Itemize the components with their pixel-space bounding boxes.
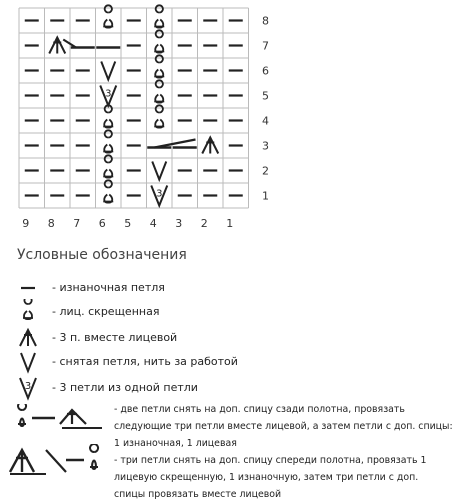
legend-cable-notes bbox=[114, 401, 462, 503]
legend-text: - изнаночная петля bbox=[52, 281, 165, 294]
chart-cell-twist bbox=[103, 105, 113, 127]
column-number: 7 bbox=[73, 217, 81, 230]
row-number: 8 bbox=[262, 14, 269, 28]
column-number: 2 bbox=[200, 217, 208, 230]
row-number: 5 bbox=[262, 89, 269, 103]
note-line: - три петли снять на доп. спицу спереди полотна, провязать 1 bbox=[114, 455, 427, 466]
chart-cell-inc3 bbox=[100, 86, 116, 106]
inc3-symbol-icon bbox=[14, 375, 48, 401]
slip-symbol-icon bbox=[14, 349, 48, 375]
note-line: следующие три петли вместе лицевой, а затем петли с доп. спицы: bbox=[114, 421, 453, 432]
row-number: 7 bbox=[262, 39, 269, 53]
legend-title: Условные обозначения bbox=[17, 247, 187, 263]
chart-cell-slip bbox=[152, 162, 166, 180]
chart-cell-twist bbox=[103, 5, 113, 27]
row-number: 3 bbox=[262, 139, 269, 153]
note-line: спицы провязать вместе лицевой bbox=[114, 489, 282, 500]
chart-cell-twist bbox=[154, 30, 164, 52]
chart-cell-twist bbox=[154, 80, 164, 102]
inc3-digit: 3 bbox=[156, 188, 163, 200]
chart-cell-k3tog bbox=[49, 38, 65, 54]
column-number: 8 bbox=[47, 217, 55, 230]
note-line: 1 изнаночная, 1 лицевая bbox=[114, 438, 237, 449]
column-number: 9 bbox=[22, 217, 30, 230]
chart-cell-twist bbox=[154, 105, 164, 127]
column-number: 3 bbox=[175, 217, 183, 230]
legend-text: - 3 п. вместе лицевой bbox=[52, 331, 178, 344]
row-number: 4 bbox=[262, 114, 269, 128]
note-line: лицевую скрещенную, 1 изнаночную, затем три петли с доп. bbox=[114, 472, 419, 483]
cable-right-symbol bbox=[6, 444, 110, 483]
chart-cell-twist bbox=[103, 180, 113, 202]
note-line: - две петли снять на доп. спицу сзади полотна, провязать bbox=[114, 404, 405, 415]
purl-symbol-icon bbox=[14, 275, 48, 301]
chart-cell-twist bbox=[103, 155, 113, 177]
column-number: 5 bbox=[124, 217, 132, 230]
twist-symbol-icon bbox=[14, 299, 48, 325]
knitting-chart bbox=[0, 0, 465, 235]
chart-cell-twist bbox=[154, 5, 164, 27]
chart-cell-twist bbox=[154, 55, 164, 77]
chart-cell-inc3 bbox=[151, 186, 167, 206]
column-number: 4 bbox=[149, 217, 157, 230]
legend-text: - 3 петли из одной петли bbox=[52, 381, 198, 394]
chart-cell-k3tog bbox=[202, 138, 218, 154]
row-number: 6 bbox=[262, 64, 269, 78]
inc3-digit: 3 bbox=[24, 381, 32, 392]
chart-cell-twist bbox=[103, 130, 113, 152]
column-number: 6 bbox=[98, 217, 106, 230]
cable-left-symbol bbox=[10, 404, 110, 435]
legend-text: - снятая петля, нить за работой bbox=[52, 355, 238, 368]
row-number: 1 bbox=[262, 189, 269, 203]
k3tog-symbol-icon bbox=[14, 325, 48, 351]
row-number: 2 bbox=[262, 164, 269, 178]
legend-text: - лиц. скрещенная bbox=[52, 305, 160, 318]
inc3-digit: 3 bbox=[105, 88, 112, 100]
chart-cell-slip bbox=[101, 62, 115, 80]
column-number: 1 bbox=[226, 217, 234, 230]
